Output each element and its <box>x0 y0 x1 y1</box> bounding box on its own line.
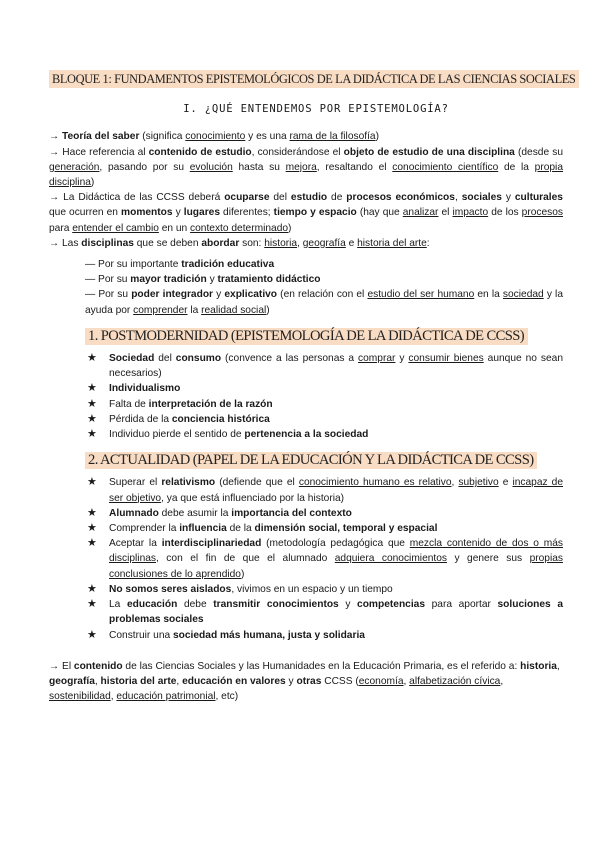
underlined-text: subjetivo <box>458 477 499 489</box>
bold-text: pertenencia a la sociedad <box>244 429 369 441</box>
block-title: BLOQUE 1: FUNDAMENTOS EPISTEMOLÓGICOS DE LA DIDÁCTICA DE LAS CIENCIAS SOCIALES <box>49 70 579 88</box>
dash-item: — Por su poder integrador y explicativo (en relación con el estudio del ser humano en la sociedad y la ayuda por comprender la realidad social) <box>85 289 563 316</box>
bold-text: otras <box>296 675 322 687</box>
bullet-item: ★ Individuo pierde el sentido de pertenencia a la sociedad <box>109 427 563 442</box>
bold-text: contenido <box>73 660 123 672</box>
underlined-text: evolución <box>189 161 233 173</box>
bold-text: Individualismo <box>109 383 181 395</box>
intro-paragraph-4: → Las disciplinas que se deben abordar son: historia, geografía e historia del arte: <box>49 237 430 249</box>
star-icon: ★ <box>87 382 97 395</box>
underlined-text: procesos <box>521 207 563 219</box>
bold-text: momentos <box>121 207 173 219</box>
bullet-item: ★ Pérdida de la conciencia histórica <box>109 412 563 427</box>
star-icon: ★ <box>87 628 97 641</box>
bold-text: sociedad más humana, justa y solidaria <box>173 629 365 641</box>
bold-text: Teoría del saber <box>62 131 140 143</box>
star-icon: ★ <box>87 522 97 535</box>
underlined-text: conocimiento <box>185 131 246 143</box>
document-page <box>49 70 576 704</box>
bullet-item: ★ Alumnado debe asumir la importancia del contexto <box>109 506 563 521</box>
underlined-text: adquiera conocimientos <box>334 553 447 565</box>
star-icon: ★ <box>87 537 97 550</box>
underlined-text: analizar <box>402 207 439 219</box>
bold-text: interdisciplinariedad <box>161 538 262 550</box>
underlined-text: entender el cambio <box>72 222 159 234</box>
closing-paragraph: → El contenido de las Ciencias Sociales y las Humanidades en la Educación Primaria, es el referido a: historia, geografía, historia del arte, educación en valores y otras CCSS (economía, alfabetización cívica, sostenibilidad, educación patrimonial, etc) <box>49 660 560 703</box>
bold-text: disciplinas <box>81 237 134 249</box>
postmodernity-heading: 1. POSTMODERNIDAD (EPISTEMOLOGÍA DE LA DIDÁCTICA DE CCSS) <box>85 328 528 345</box>
bold-text: historia del arte <box>100 675 177 687</box>
bold-text: sociales <box>461 192 502 204</box>
bullet-item: ★ Superar el relativismo (defiende que el conocimiento humano es relativo, subjetivo e incapaz de ser objetivo, ya que está influenciado por la historia) <box>87 476 563 504</box>
star-icon: ★ <box>87 412 97 425</box>
bold-text: influencia <box>179 523 227 535</box>
bold-text: lugares <box>183 207 220 219</box>
underlined-text: geografía <box>302 237 346 249</box>
underlined-text: consumir bienes <box>408 353 484 365</box>
bold-text: culturales <box>514 192 563 204</box>
star-icon: ★ <box>87 506 97 519</box>
underlined-text: contexto determinado <box>190 222 289 234</box>
bold-text: transmitir conocimientos <box>213 599 339 611</box>
underlined-text: generación <box>49 161 100 173</box>
bold-text: interpretación de la razón <box>148 398 273 410</box>
bold-text: conciencia histórica <box>171 413 270 425</box>
postmodernity-list <box>49 351 563 442</box>
bold-text: mayor tradición <box>130 274 207 286</box>
bold-text: estudio <box>290 192 328 204</box>
dash-item: — Por su importante tradición educativa <box>85 259 275 271</box>
underlined-text: alfabetización cívica <box>409 675 501 687</box>
star-icon: ★ <box>87 352 97 365</box>
bold-text: dimensión social, temporal y espacial <box>254 523 438 535</box>
bold-text: explicativo <box>224 289 278 301</box>
underlined-text: educación patrimonial <box>116 691 216 703</box>
bullet-item <box>87 381 563 396</box>
underlined-text: sociedad <box>502 289 544 301</box>
actuality-list <box>49 475 563 642</box>
underlined-text: comprender <box>133 304 188 316</box>
bold-text: tratamiento didáctico <box>217 274 321 286</box>
underlined-text: mejora <box>285 161 317 173</box>
bold-text: abordar <box>201 237 240 249</box>
disciplines-list <box>49 257 563 318</box>
star-icon: ★ <box>87 476 97 489</box>
bold-text: contenido de estudio <box>148 146 252 158</box>
bullet-item: ★ Aceptar la interdisciplinariedad (metodología pedagógica que mezcla contenido de dos o más disciplinas, con el fin de que el alumnado adquiera conocimientos y genere sus propias conclusiones de lo aprendido) <box>87 537 563 580</box>
underlined-text: historia <box>264 237 298 249</box>
intro-paragraph-3: → La Didáctica de las CCSS deberá ocuparse del estudio de procesos económicos, sociales y culturales que ocurren en momentos y lugares diferentes; tiempo y espacio (hay que analizar el impacto de los procesos para entender el cambio en un contexto determinado) <box>49 192 563 234</box>
actuality-heading: 2. ACTUALIDAD (PAPEL DE LA EDUCACIÓN Y LA DIDÁCTICA DE CCSS) <box>85 452 537 469</box>
underlined-text: economía <box>358 675 404 687</box>
bold-text: historia <box>520 660 557 672</box>
bold-text: consumo <box>175 353 222 365</box>
bullet-item: ★ Comprender la influencia de la dimensión social, temporal y espacial <box>109 521 563 536</box>
star-icon: ★ <box>87 598 97 611</box>
bold-text: tradición educativa <box>181 259 275 271</box>
bold-text: No somos seres aislados <box>109 583 232 595</box>
bold-text: relativismo <box>161 477 216 489</box>
bullet-item: ★ Construir una sociedad más humana, justa y solidaria <box>109 628 563 643</box>
dash-item: — Por su mayor tradición y tratamiento didáctico <box>85 274 321 286</box>
bold-text: geografía <box>49 675 95 687</box>
bullet-item: ★ La educación debe transmitir conocimientos y competencias para aportar soluciones a problemas sociales <box>87 598 563 626</box>
bold-text: Sociedad <box>109 353 155 365</box>
underlined-text: estudio del ser humano <box>367 289 475 301</box>
underlined-text: propia disciplina <box>49 161 563 189</box>
underlined-text: impacto <box>452 207 489 219</box>
underlined-text: conocimiento científico <box>392 161 499 173</box>
bold-text: soluciones a problemas sociales <box>109 599 563 626</box>
bullet-item: ★ No somos seres aislados, vivimos en un espacio y un tiempo <box>109 582 563 597</box>
underlined-text: incapaz de ser objetivo <box>109 477 563 504</box>
intro-paragraph-2: → Hace referencia al contenido de estudio, considerándose el objeto de estudio de una disciplina (desde su generación, pasando por su evolución hasta su mejora, resaltando el conocimiento científico de la propia disciplina) <box>49 146 563 189</box>
underlined-text: mezcla contenido de dos o más disciplinas <box>109 538 563 565</box>
bullet-item: ★ Sociedad del consumo (convence a las personas a comprar y consumir bienes aunque no sean necesarios) <box>87 352 563 380</box>
star-icon: ★ <box>87 428 97 441</box>
bold-text: educación <box>126 599 178 611</box>
underlined-text: rama de la filosofía <box>289 131 376 143</box>
underlined-text: sostenibilidad <box>49 691 111 703</box>
underlined-text: conocimiento humano es relativo <box>298 477 452 489</box>
bold-text: objeto de estudio de una disciplina <box>343 146 515 158</box>
bold-text: Alumnado <box>109 507 159 519</box>
bold-text: competencias <box>357 599 425 611</box>
underlined-text: propias conclusiones de lo aprendido <box>109 553 563 580</box>
underlined-text: realidad social <box>201 304 267 316</box>
star-icon: ★ <box>87 582 97 595</box>
underlined-text: historia del arte <box>357 237 427 249</box>
intro-paragraph-1: → Teoría del saber (significa conocimiento y es una rama de la filosofía) <box>49 131 379 143</box>
bold-text: tiempo y espacio <box>273 207 357 219</box>
bold-text: poder integrador <box>131 289 214 301</box>
bullet-item: ★ Falta de interpretación de la razón <box>109 397 563 412</box>
star-icon: ★ <box>87 397 97 410</box>
section-title: I. ¿QUÉ ENTENDEMOS POR EPISTEMOLOGÍA? <box>183 103 449 116</box>
bold-text: ocuparse <box>224 192 270 204</box>
underlined-text: comprar <box>358 353 396 365</box>
bold-text: educación en valores <box>182 675 286 687</box>
bold-text: procesos económicos <box>346 192 455 204</box>
bold-text: importancia del contexto <box>231 507 352 519</box>
